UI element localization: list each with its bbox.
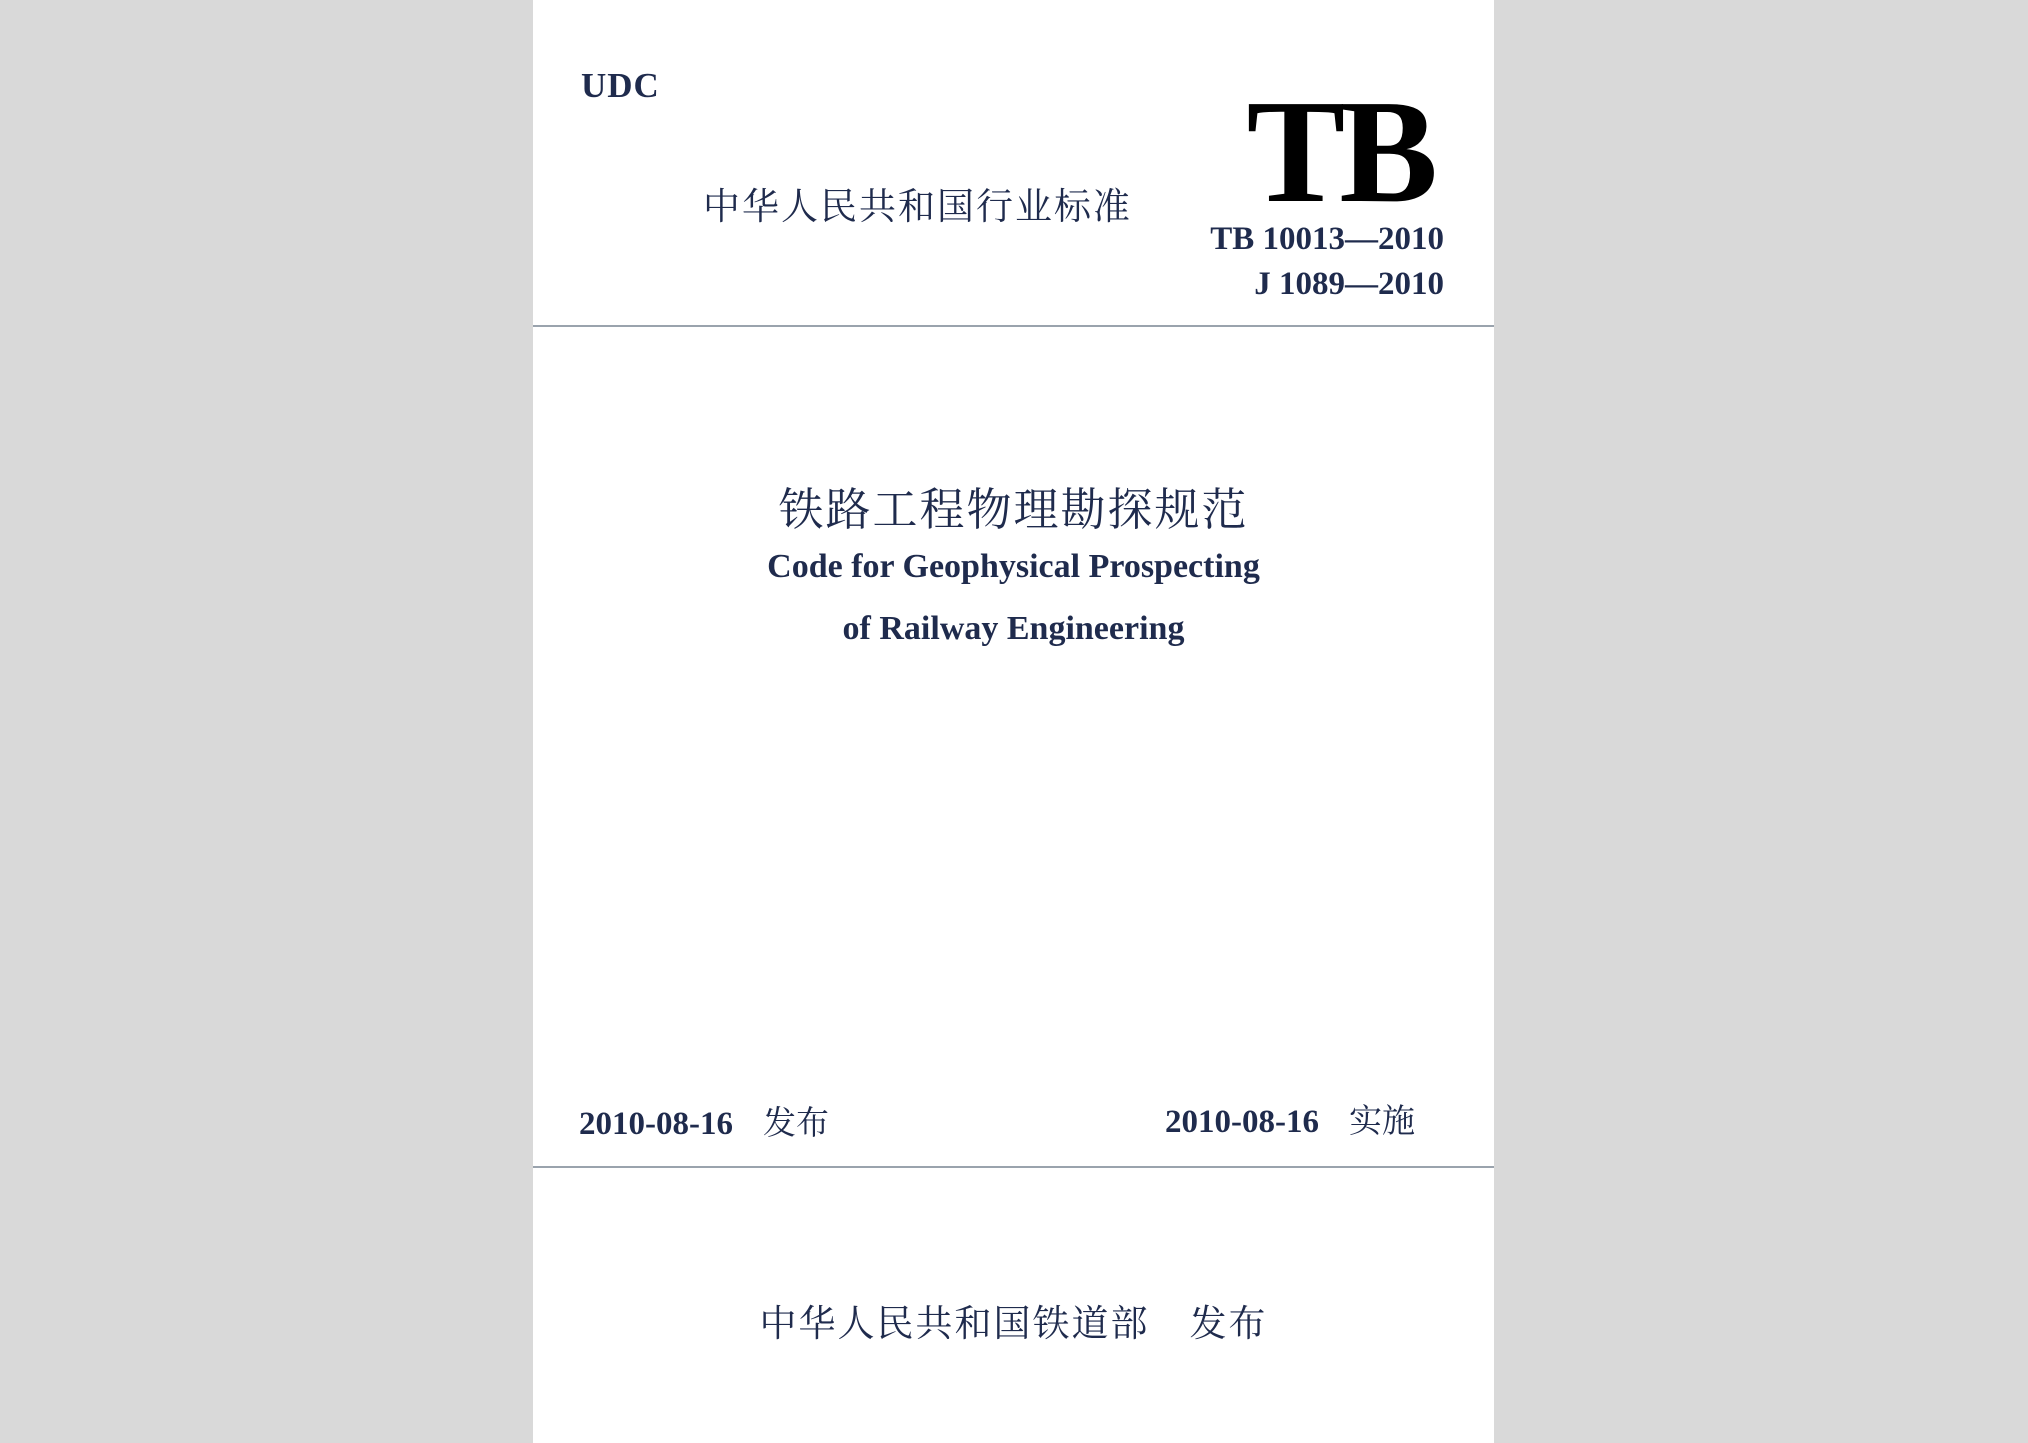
tb-logo: TB	[1246, 70, 1432, 234]
standard-number: TB 10013—2010	[1210, 221, 1444, 257]
title-english-line1: Code for Geophysical Prospecting	[767, 548, 1260, 585]
bottom-divider	[533, 1166, 1494, 1168]
top-divider	[533, 325, 1494, 327]
publisher-label: 发布	[1189, 1302, 1268, 1345]
implement-date: 2010-08-16	[1165, 1104, 1319, 1140]
industry-standard-title: 中华人民共和国行业标准	[703, 185, 1132, 228]
title-english-line2: of Railway Engineering	[842, 610, 1185, 647]
implement-date-block	[1165, 1095, 1415, 1142]
publisher-name: 中华人民共和国铁道部	[759, 1302, 1150, 1345]
issue-date-block	[579, 1097, 829, 1144]
title-chinese: 铁路工程物理勘探规范	[778, 483, 1249, 536]
record-number: J 1089—2010	[1254, 266, 1444, 302]
issue-date: 2010-08-16	[579, 1106, 733, 1142]
udc-label: UDC	[581, 66, 660, 105]
implement-label: 实施	[1348, 1101, 1415, 1140]
publisher-line	[533, 1293, 1494, 1347]
issue-label: 发布	[762, 1103, 829, 1142]
document-cover	[533, 0, 1494, 1443]
